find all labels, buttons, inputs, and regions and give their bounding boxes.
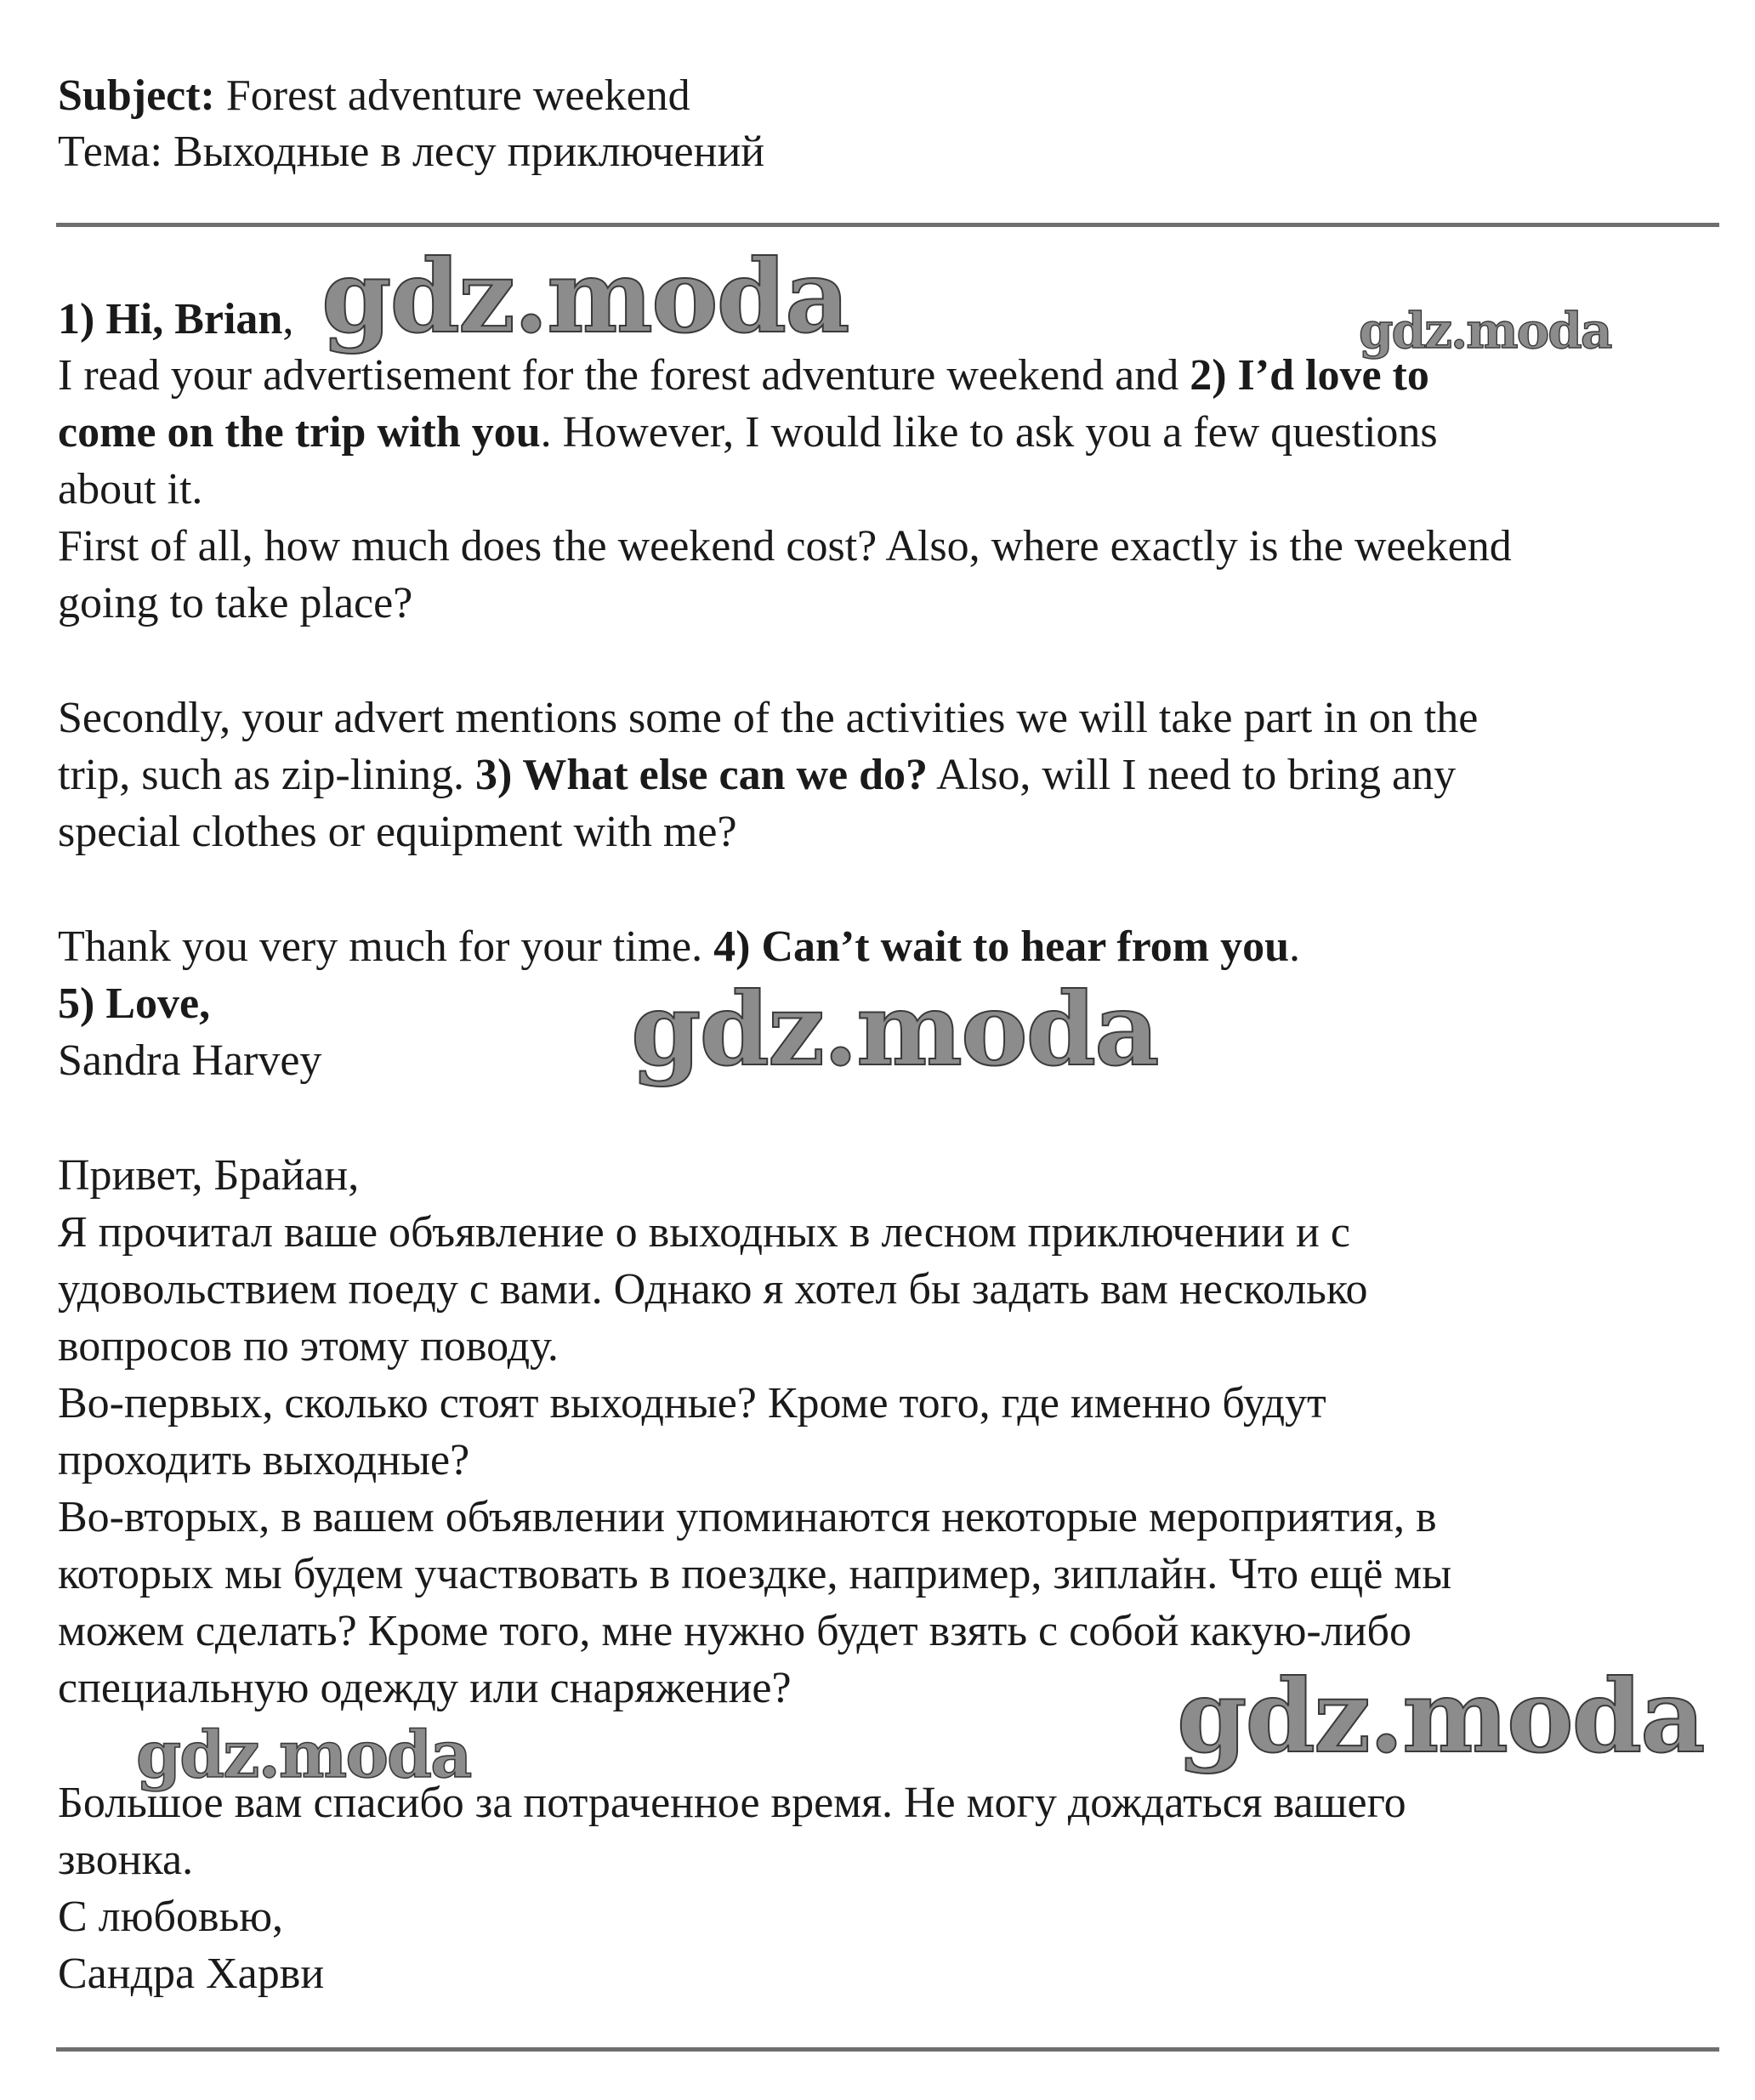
russian-line-7: Во-вторых, в вашем объявлении упоминаются некоторые мероприятия, в bbox=[58, 1493, 1437, 1541]
subject-ru: Тема: Выходные в лесу приключений bbox=[58, 128, 765, 176]
signoff: 5) Love, bbox=[58, 979, 211, 1028]
english-line-7: trip, such as zip-lining. 3) What else can we do? Also, will I need to bring any bbox=[58, 751, 1457, 799]
watermark-logo: gdz.moda bbox=[1177, 1657, 1704, 1775]
english-line-8: special clothes or equipment with me? bbox=[58, 808, 737, 856]
russian-line-12: звонка. bbox=[58, 1836, 194, 1884]
russian-line-4: вопросов по этому поводу. bbox=[58, 1322, 559, 1371]
russian-line-10: специальную одежду или снаряжение? bbox=[58, 1664, 792, 1712]
russian-line-8: которых мы будем участвовать в поездке, например, зиплайн. Что ещё мы bbox=[58, 1550, 1452, 1598]
greeting: 1) Hi, Brian bbox=[58, 295, 283, 343]
english-line-2: come on the trip with you. However, I would like to ask you a few questions bbox=[58, 408, 1438, 457]
russian-line-11: Большое вам спасибо за потраченное время. Не могу дождаться вашего bbox=[58, 1779, 1406, 1827]
russian-line-1: Привет, Брайан, bbox=[58, 1151, 360, 1200]
english-line-1: I read your advertisement for the forest adventure weekend and 2) I’d love to bbox=[58, 351, 1429, 400]
russian-line-9: можем сделать? Кроме того, мне нужно будет взять с собой какую-либо bbox=[58, 1607, 1411, 1655]
russian-line-6: проходить выходные? bbox=[58, 1436, 470, 1484]
english-line-9: Thank you very much for your time. 4) Can’t wait to hear from you. bbox=[58, 922, 1301, 971]
subject-line bbox=[58, 68, 690, 124]
greeting-line: 1) Hi, Brian, bbox=[58, 295, 294, 343]
subject-text: Forest adventure weekend bbox=[214, 71, 690, 120]
russian-line-2: Я прочитал ваше объявление о выходных в лесном приключении и с bbox=[58, 1208, 1350, 1257]
signature-name: Sandra Harvey bbox=[58, 1036, 322, 1085]
russian-line-5: Во-первых, сколько стоят выходные? Кроме того, где именно будут bbox=[58, 1379, 1326, 1427]
watermark-logo: gdz.moda bbox=[1359, 302, 1611, 360]
english-line-4: First of all, how much does the weekend cost? Also, where exactly is the weekend bbox=[58, 522, 1512, 570]
bottom-divider bbox=[56, 2047, 1719, 2052]
watermark-logo: gdz.moda bbox=[631, 970, 1158, 1088]
russian-line-14: Сандра Харви bbox=[58, 1950, 325, 1998]
english-line-5: going to take place? bbox=[58, 579, 413, 627]
english-line-3: about it. bbox=[58, 465, 203, 514]
subject-label: Subject: bbox=[58, 71, 215, 120]
english-line-6: Secondly, your advert mentions some of the activities we will take part in on the bbox=[58, 694, 1479, 742]
russian-line-3: удовольствием поеду с вами. Однако я хотел бы задать вам несколько bbox=[58, 1265, 1368, 1314]
top-divider bbox=[56, 223, 1719, 227]
watermark-logo: gdz.moda bbox=[136, 1717, 471, 1792]
russian-line-13: С любовью, bbox=[58, 1893, 284, 1941]
watermark-logo: gdz.moda bbox=[321, 237, 849, 355]
